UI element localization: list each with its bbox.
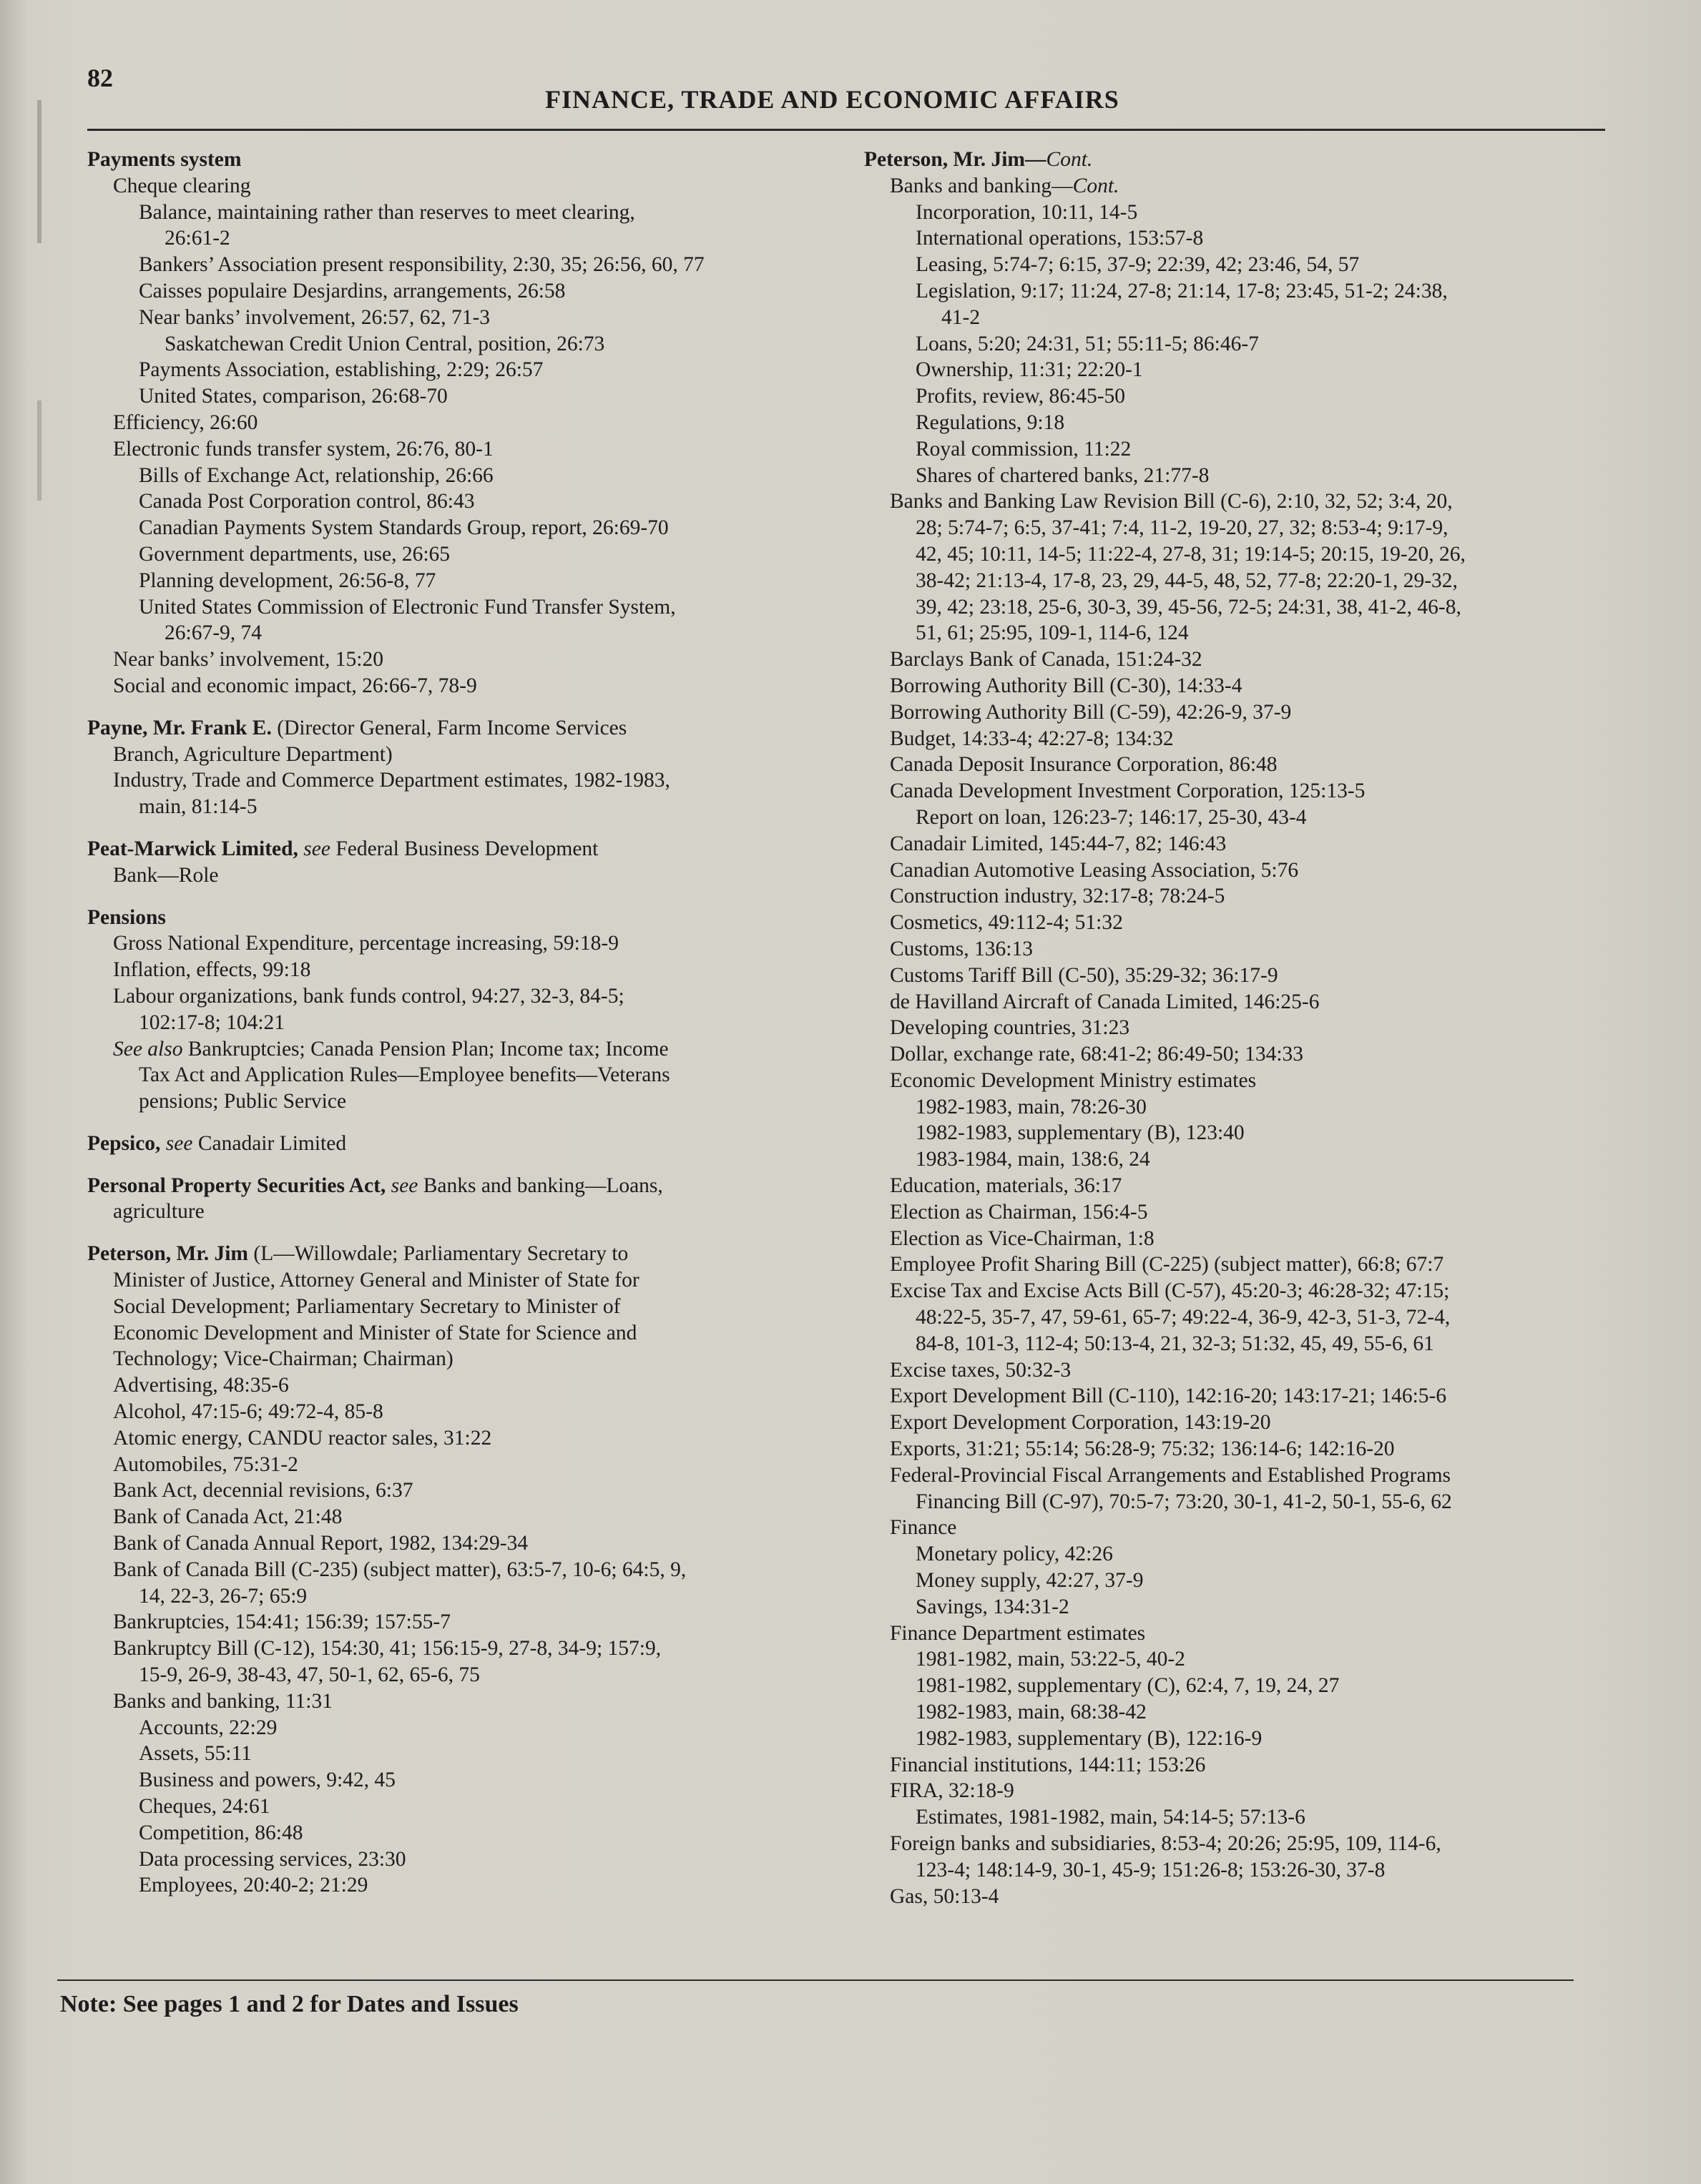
index-subentry: [864, 1199, 1608, 1226]
entry-text: Tax Act and Application Rules—Employee benefits—Veterans: [139, 1063, 670, 1087]
entry-text: Atomic energy, CANDU reactor sales, 31:22: [113, 1426, 492, 1450]
entry-gap: [87, 1157, 845, 1173]
index-subentry: [87, 983, 845, 1010]
entry-text: Finance Department estimates: [890, 1621, 1146, 1645]
entry-text: 1983-1984, main, 138:6, 24: [916, 1148, 1150, 1171]
entry-text: Efficiency, 26:60: [113, 410, 258, 434]
index-subentry: [864, 1094, 1608, 1121]
entry-text: United States, comparison, 26:68-70: [139, 385, 448, 408]
entry-text: Monetary policy, 42:26: [916, 1543, 1113, 1566]
entry-text: Developing countries, 31:23: [890, 1016, 1130, 1040]
entry-text: Technology; Vice-Chairman; Chairman): [113, 1347, 454, 1371]
entry-text: Estimates, 1981-1982, main, 54:14-5; 57:13-6: [916, 1806, 1305, 1829]
index-subentry: [864, 1699, 1608, 1726]
entry-text: Canada Development Investment Corporation, 125:13-5: [890, 779, 1366, 803]
index-subentry: [87, 673, 845, 699]
entry-text: Cheque clearing: [113, 174, 251, 197]
index-subentry: [864, 831, 1608, 857]
entry-text: Industry, Trade and Commerce Department estimates, 1982-1983,: [113, 769, 670, 792]
index-entry: [87, 1131, 845, 1157]
index-subentry: [87, 331, 845, 358]
entry-text: Canadian Automotive Leasing Association, 5:76: [890, 858, 1299, 882]
entry-text: Canada Post Corporation control, 86:43: [139, 490, 475, 513]
entry-detail: Canadair Limited: [192, 1131, 347, 1155]
index-subentry: [87, 1399, 845, 1425]
index-subentry: [87, 594, 845, 621]
index-subentry: [864, 1515, 1608, 1541]
index-subentry: [87, 1294, 845, 1320]
entry-text: Financing Bill (C-97), 70:5-7; 73:20, 30-1, 41-2, 50-1, 55-6, 62: [916, 1490, 1452, 1513]
index-heading: [87, 905, 845, 931]
index-subentry: [864, 1173, 1608, 1199]
index-subentry: [864, 1226, 1608, 1252]
page-number: 82: [87, 64, 113, 92]
entry-text: Bankruptcy Bill (C-12), 154:30, 41; 156:15-9, 27-8, 34-9; 157:9,: [113, 1637, 662, 1661]
index-entry: [87, 715, 845, 820]
index-subentry: [87, 1794, 845, 1820]
entry-text: International operations, 153:57-8: [916, 227, 1204, 250]
index-subentry: [87, 620, 845, 646]
entry-text: Employee Profit Sharing Bill (C-225) (subject matter), 66:8; 67:7: [890, 1253, 1444, 1277]
entry-text: Economic Development and Minister of State for Science and: [113, 1321, 637, 1344]
index-subentry: [864, 726, 1608, 752]
index-subentry: [864, 1304, 1608, 1331]
left-index-column: [87, 147, 845, 1899]
index-subentry: [87, 541, 845, 568]
entry-text: Dollar, exchange rate, 68:41-2; 86:49-50; 134:33: [890, 1043, 1304, 1066]
entry-text: Pepsico,: [87, 1131, 161, 1155]
index-subentry: [864, 1646, 1608, 1673]
entry-text: Bankers’ Association present responsibility, 2:30, 35; 26:56, 60, 77: [139, 253, 705, 277]
entry-text: 1982-1983, supplementary (B), 123:40: [916, 1121, 1245, 1145]
index-subentry: [87, 1372, 845, 1399]
index-subentry: [87, 463, 845, 489]
index-subentry: [864, 1541, 1608, 1568]
index-subentry: [864, 857, 1608, 884]
entry-text: Social Development; Parliamentary Secretary to Minister of: [113, 1294, 621, 1318]
index-subentry: [864, 1568, 1608, 1594]
entry-text: Electronic funds transfer system, 26:76, 80-1: [113, 437, 494, 461]
index-subentry: [864, 1041, 1608, 1068]
index-subentry: [864, 1331, 1608, 1357]
index-entry: [864, 147, 1608, 1909]
index-subentry: [87, 1452, 845, 1478]
entry-text: pensions; Public Service: [139, 1090, 347, 1113]
entry-text: Minister of Justice, Attorney General and Minister of State for: [113, 1269, 639, 1292]
entry-detail: Banks and banking—Loans,: [418, 1174, 663, 1197]
index-subentry: [864, 383, 1608, 410]
index-entry: [87, 905, 845, 1115]
index-subentry: [864, 515, 1608, 541]
entry-text: agriculture: [113, 1200, 205, 1224]
entry-text: Legislation, 9:17; 11:24, 27-8; 21:14, 17-8; 23:45, 51-2; 24:38,: [916, 279, 1448, 302]
entry-text: Economic Development Ministry estimates: [890, 1068, 1257, 1092]
index-subentry: [864, 1726, 1608, 1752]
index-subentry: [864, 173, 1608, 200]
entry-text: Shares of chartered banks, 21:77-8: [916, 463, 1210, 487]
entry-text: FIRA, 32:18-9: [890, 1779, 1014, 1803]
entry-italic: See also: [113, 1037, 183, 1061]
entry-text: Employees, 20:40-2; 21:29: [139, 1874, 368, 1897]
index-subentry: [87, 1199, 845, 1225]
index-subentry: [87, 1872, 845, 1899]
index-subentry: [87, 200, 845, 226]
index-subentry: [87, 1320, 845, 1347]
entry-text: Bankruptcies, 154:41; 156:39; 157:55-7: [113, 1610, 451, 1634]
index-subentry: [87, 1346, 845, 1372]
index-subentry: [864, 1015, 1608, 1041]
index-subentry: [87, 930, 845, 957]
index-subentry: [87, 1741, 845, 1767]
entry-text: Accounts, 22:29: [139, 1716, 278, 1739]
index-subentry: [87, 173, 845, 200]
entry-text: Gross National Expenditure, percentage increasing, 59:18-9: [113, 932, 619, 955]
entry-text: Saskatchewan Credit Union Central, position, 26:73: [165, 332, 605, 355]
entry-text: Peterson, Mr. Jim: [87, 1242, 249, 1266]
index-heading: [87, 836, 845, 862]
entry-text: 42, 45; 10:11, 14-5; 11:22-4, 27-8, 31; 19:14-5; 20:15, 19-20, 26,: [916, 542, 1466, 566]
index-subentry: [864, 883, 1608, 910]
entry-text: 28; 5:74-7; 6:5, 37-41; 7:4, 11-2, 19-20, 27, 32; 8:53-4; 9:17-9,: [916, 516, 1448, 540]
entry-detail: (Director General, Farm Income Services: [271, 716, 627, 739]
index-subentry: [864, 1436, 1608, 1462]
index-subentry: [87, 1583, 845, 1610]
index-subentry: [864, 1146, 1608, 1173]
entry-text: Near banks’ involvement, 15:20: [113, 648, 383, 672]
entry-gap: [87, 889, 845, 905]
entry-text: Alcohol, 47:15-6; 49:72-4, 85-8: [113, 1400, 383, 1424]
binding-shadow-lower: [37, 400, 41, 501]
index-subentry: [864, 1620, 1608, 1647]
entry-text: 26:67-9, 74: [165, 621, 263, 645]
entry-gap: [87, 1115, 845, 1131]
index-subentry: [87, 383, 845, 410]
index-subentry: [87, 357, 845, 383]
running-title: FINANCE, TRADE AND ECONOMIC AFFAIRS: [545, 85, 1119, 114]
index-subentry: [87, 225, 845, 252]
entry-text: Export Development Bill (C-110), 142:16-20; 143:17-21; 146:5-6: [890, 1384, 1447, 1408]
index-subentry: [87, 1767, 845, 1794]
index-subentry: [864, 989, 1608, 1015]
entry-text: 38-42; 21:13-4, 17-8, 23, 29, 44-5, 48, 52, 77-8; 22:20-1, 29-32,: [916, 569, 1458, 592]
index-subentry: [864, 1383, 1608, 1410]
index-subentry: [864, 1278, 1608, 1304]
entry-text: Banks and Banking Law Revision Bill (C-6), 2:10, 32, 52; 3:4, 20,: [890, 490, 1453, 513]
index-subentry: [864, 488, 1608, 515]
entry-text: 39, 42; 23:18, 25-6, 30-3, 39, 45-56, 72-5; 24:31, 38, 41-2, 46-8,: [916, 595, 1461, 619]
entry-text: Data processing services, 23:30: [139, 1847, 406, 1871]
entry-text: Leasing, 5:74-7; 6:15, 37-9; 22:39, 42; 23:46, 54, 57: [916, 253, 1360, 277]
index-subentry: [87, 305, 845, 331]
entry-text: 1981-1982, supplementary (C), 62:4, 7, 19, 24, 27: [916, 1674, 1340, 1698]
index-subentry: [87, 1504, 845, 1530]
entry-text: Bills of Exchange Act, relationship, 26:66: [139, 463, 494, 487]
entry-text: 1982-1983, main, 68:38-42: [916, 1701, 1147, 1724]
index-subentry: [864, 1884, 1608, 1910]
entry-text: Bank of Canada Annual Report, 1982, 134:29-34: [113, 1532, 529, 1555]
index-subentry: [87, 646, 845, 673]
entry-text: Payments Association, establishing, 2:29; 26:57: [139, 358, 544, 382]
entry-text: Inflation, effects, 99:18: [113, 958, 311, 982]
index-subentry: [87, 1557, 845, 1583]
entry-text: 1981-1982, main, 53:22-5, 40-2: [916, 1648, 1185, 1671]
entry-text: Government departments, use, 26:65: [139, 542, 451, 566]
entry-gap: [87, 1225, 845, 1241]
binding-shadow: [37, 100, 41, 243]
entry-text: Branch, Agriculture Department): [113, 742, 393, 766]
index-subentry: [864, 1752, 1608, 1779]
index-subentry: [87, 1609, 845, 1635]
entry-text: 102:17-8; 104:21: [139, 1010, 285, 1034]
index-heading: [87, 1241, 845, 1267]
entry-text: 41-2: [941, 305, 981, 329]
entry-text: Excise taxes, 50:32-3: [890, 1358, 1072, 1382]
entry-text: Peterson, Mr. Jim—: [864, 148, 1046, 171]
index-subentry: [864, 278, 1608, 305]
index-subentry: [87, 1688, 845, 1715]
index-subentry: [87, 1062, 845, 1088]
index-subentry: [87, 1036, 845, 1063]
entry-text: Export Development Corporation, 143:19-20: [890, 1411, 1271, 1435]
entry-text: Regulations, 9:18: [916, 410, 1065, 434]
index-subentry: [864, 410, 1608, 436]
index-subentry: [87, 1010, 845, 1036]
entry-detail: Bankruptcies; Canada Pension Plan; Income tax; Income: [182, 1037, 669, 1061]
entry-text: Payne, Mr. Frank E.: [87, 716, 272, 739]
index-subentry: [87, 515, 845, 541]
index-subentry: [864, 541, 1608, 568]
entry-text: Exports, 31:21; 55:14; 56:28-9; 75:32; 136:14-6; 142:16-20: [890, 1437, 1395, 1461]
entry-text: Excise Tax and Excise Acts Bill (C-57), 45:20-3; 46:28-32; 47:15;: [890, 1279, 1450, 1303]
index-subentry: [864, 331, 1608, 358]
index-subentry: [87, 1820, 845, 1846]
index-subentry: [864, 1673, 1608, 1699]
index-subentry: [87, 568, 845, 594]
entry-text: Peat-Marwick Limited,: [87, 837, 298, 860]
entry-text: Customs, 136:13: [890, 937, 1033, 960]
entry-text: Foreign banks and subsidiaries, 8:53-4; 20:26; 25:95, 109, 114-6,: [890, 1832, 1441, 1855]
entry-text: main, 81:14-5: [139, 795, 258, 819]
entry-text: Gas, 50:13-4: [890, 1884, 999, 1908]
index-subentry: [864, 200, 1608, 226]
index-subentry: [87, 1425, 845, 1452]
entry-text: Balance, maintaining rather than reserves to meet clearing,: [139, 200, 635, 224]
index-subentry: [864, 305, 1608, 331]
entry-italic: see: [298, 837, 330, 860]
index-subentry: [864, 225, 1608, 252]
index-subentry: [864, 1357, 1608, 1384]
entry-text: Finance: [890, 1516, 957, 1540]
entry-detail: Federal Business Development: [330, 837, 599, 860]
entry-italic: see: [160, 1131, 193, 1155]
index-heading: [87, 147, 845, 173]
entry-text: United States Commission of Electronic Fund Transfer System,: [139, 595, 676, 619]
index-subentry: [864, 936, 1608, 963]
footer-note: Note: See pages 1 and 2 for Dates and Issues: [60, 1991, 519, 2017]
entry-text: 123-4; 148:14-9, 30-1, 45-9; 151:26-8; 153:26-30, 37-8: [916, 1858, 1386, 1882]
index-heading: [87, 1131, 845, 1157]
index-subentry: [864, 1831, 1608, 1857]
index-subentry: [87, 1715, 845, 1741]
entry-text: Barclays Bank of Canada, 151:24-32: [890, 648, 1202, 672]
page-header: [87, 63, 1604, 120]
index-subentry: [864, 963, 1608, 989]
entry-text: Bank—Role: [113, 863, 219, 887]
entry-text: 48:22-5, 35-7, 47, 59-61, 65-7; 49:22-4, 36-9, 42-3, 51-3, 72-4,: [916, 1306, 1451, 1329]
entry-text: 26:61-2: [165, 227, 230, 250]
entry-gap: [87, 699, 845, 715]
entry-text: Customs Tariff Bill (C-50), 35:29-32; 36:17-9: [890, 963, 1278, 987]
entry-text: de Havilland Aircraft of Canada Limited, 146:25-6: [890, 990, 1320, 1013]
index-subentry: [87, 252, 845, 278]
index-heading: [87, 1173, 845, 1199]
entry-text: 1982-1983, supplementary (B), 122:16-9: [916, 1726, 1263, 1750]
entry-text: Banks and banking, 11:31: [113, 1689, 333, 1713]
footer-rule: [57, 1979, 1574, 1981]
index-heading: [87, 715, 845, 742]
index-subentry: [87, 794, 845, 820]
entry-text: Near banks’ involvement, 26:57, 62, 71-3: [139, 305, 491, 329]
entry-text: Competition, 86:48: [139, 1821, 303, 1844]
index-subentry: [864, 805, 1608, 831]
entry-text: Pensions: [87, 905, 166, 929]
entry-text: Canada Deposit Insurance Corporation, 86:48: [890, 753, 1278, 777]
index-subentry: [87, 1477, 845, 1504]
index-subentry: [864, 1120, 1608, 1146]
index-subentry: [864, 646, 1608, 673]
entry-text: Loans, 5:20; 24:31, 51; 55:11-5; 86:46-7: [916, 332, 1259, 355]
entry-text: Education, materials, 36:17: [890, 1174, 1122, 1198]
index-subentry: [87, 1662, 845, 1688]
entry-text: 1982-1983, main, 78:26-30: [916, 1095, 1147, 1118]
entry-text: Bank of Canada Bill (C-235) (subject matter), 63:5-7, 10-6; 64:5, 9,: [113, 1558, 687, 1581]
entry-text: 51, 61; 25:95, 109-1, 114-6, 124: [916, 621, 1189, 645]
entry-text: Money supply, 42:27, 37-9: [916, 1569, 1144, 1593]
entry-text: Planning development, 26:56-8, 77: [139, 569, 436, 592]
entry-text: Budget, 14:33-4; 42:27-8; 134:32: [890, 727, 1174, 750]
index-subentry: [864, 463, 1608, 489]
entry-text: Election as Chairman, 156:4-5: [890, 1200, 1148, 1224]
entry-italic: see: [386, 1174, 418, 1197]
index-subentry: [864, 357, 1608, 383]
entry-text: Assets, 55:11: [139, 1742, 252, 1766]
entry-text: Business and powers, 9:42, 45: [139, 1769, 396, 1792]
entry-gap: [87, 820, 845, 836]
index-entry: [87, 1241, 845, 1899]
index-subentry: [864, 568, 1608, 594]
index-entry: [87, 836, 845, 889]
index-subentry: [864, 252, 1608, 278]
index-subentry: [87, 1635, 845, 1662]
entry-text: Federal-Provincial Fiscal Arrangements and Established Programs: [890, 1463, 1451, 1487]
entry-text: Advertising, 48:35-6: [113, 1374, 289, 1397]
index-subentry: [864, 1778, 1608, 1804]
entry-text: Incorporation, 10:11, 14-5: [916, 200, 1138, 224]
entry-detail: (L—Willowdale; Parliamentary Secretary to: [248, 1242, 629, 1266]
index-subentry: [864, 1068, 1608, 1094]
entry-text: Profits, review, 86:45-50: [916, 385, 1126, 408]
index-subentry: [864, 1489, 1608, 1515]
index-subentry: [87, 957, 845, 983]
index-subentry: [864, 910, 1608, 936]
entry-text: Canadian Payments System Standards Group, report, 26:69-70: [139, 516, 669, 540]
index-subentry: [864, 1857, 1608, 1884]
entry-text: Labour organizations, bank funds control, 94:27, 32-3, 84-5;: [113, 984, 624, 1008]
index-subentry: [864, 594, 1608, 621]
index-subentry: [864, 778, 1608, 805]
index-subentry: [864, 699, 1608, 726]
entry-text: Borrowing Authority Bill (C-30), 14:33-4: [890, 674, 1242, 697]
index-subentry: [87, 1530, 845, 1557]
entry-text: Payments system: [87, 148, 242, 171]
index-subentry: [864, 1410, 1608, 1436]
index-subentry: [87, 488, 845, 515]
entry-italic: Cont.: [1072, 174, 1119, 197]
entry-text: 14, 22-3, 26-7; 65:9: [139, 1584, 308, 1608]
entry-text: Savings, 134:31-2: [916, 1595, 1069, 1618]
index-subentry: [864, 1804, 1608, 1831]
index-subentry: [87, 767, 845, 794]
index-subentry: [864, 1594, 1608, 1620]
index-heading: [864, 147, 1608, 173]
index-subentry: [864, 620, 1608, 646]
index-subentry: [87, 862, 845, 889]
entry-text: Canadair Limited, 145:44-7, 82; 146:43: [890, 832, 1227, 855]
entry-text: Ownership, 11:31; 22:20-1: [916, 358, 1143, 382]
index-subentry: [87, 410, 845, 436]
entry-text: Election as Vice-Chairman, 1:8: [890, 1226, 1155, 1250]
index-subentry: [87, 436, 845, 463]
entry-text: Cosmetics, 49:112-4; 51:32: [890, 911, 1123, 935]
entry-text: Personal Property Securities Act,: [87, 1174, 386, 1197]
entry-text: Borrowing Authority Bill (C-59), 42:26-9, 37-9: [890, 700, 1292, 724]
index-subentry: [864, 1251, 1608, 1278]
entry-text: 84-8, 101-3, 112-4; 50:13-4, 21, 32-3; 51:32, 45, 49, 55-6, 61: [916, 1332, 1434, 1355]
index-subentry: [87, 278, 845, 305]
entry-text: Automobiles, 75:31-2: [113, 1452, 298, 1476]
header-rule: [87, 129, 1605, 131]
entry-text: Banks and banking—: [890, 174, 1073, 197]
index-subentry: [864, 673, 1608, 699]
index-subentry: [864, 436, 1608, 463]
right-index-column: [864, 147, 1608, 1909]
entry-text: Bank of Canada Act, 21:48: [113, 1505, 343, 1529]
entry-text: Royal commission, 11:22: [916, 437, 1132, 461]
entry-text: Cheques, 24:61: [139, 1795, 270, 1819]
index-subentry: [87, 742, 845, 768]
index-subentry: [87, 1267, 845, 1294]
index-subentry: [864, 752, 1608, 778]
index-entry: [87, 147, 845, 699]
entry-text: Social and economic impact, 26:66-7, 78-9: [113, 674, 477, 697]
index-subentry: [87, 1846, 845, 1873]
entry-italic: Cont.: [1046, 148, 1093, 171]
entry-text: Caisses populaire Desjardins, arrangements, 26:58: [139, 279, 566, 302]
index-subentry: [87, 1088, 845, 1115]
entry-text: Report on loan, 126:23-7; 146:17, 25-30, 43-4: [916, 805, 1307, 829]
entry-text: Financial institutions, 144:11; 153:26: [890, 1753, 1206, 1776]
entry-text: Bank Act, decennial revisions, 6:37: [113, 1479, 413, 1502]
entry-text: 15-9, 26-9, 38-43, 47, 50-1, 62, 65-6, 75: [139, 1663, 480, 1687]
entry-text: Construction industry, 32:17-8; 78:24-5: [890, 885, 1225, 908]
index-entry: [87, 1173, 845, 1226]
index-subentry: [864, 1462, 1608, 1489]
